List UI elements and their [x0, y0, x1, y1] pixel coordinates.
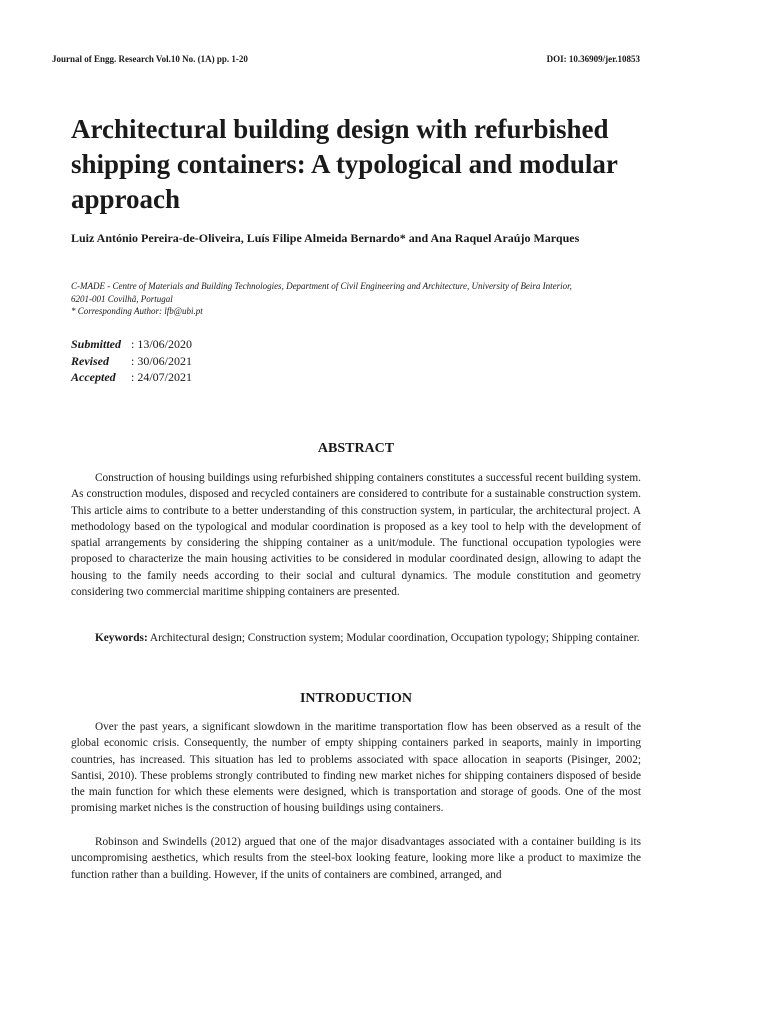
- affiliation-block: [71, 280, 656, 318]
- author-list: Luiz António Pereira-de-Oliveira, Luís Filipe Almeida Bernardo* and Ana Raquel Araújo Marques: [71, 231, 580, 245]
- keywords-text: Architectural design; Construction system; Modular coordination, Occupation typology; Shipping container.: [147, 632, 640, 644]
- date-label: Revised: [71, 353, 109, 368]
- keywords-label: Keywords:: [95, 632, 148, 644]
- affiliation-address: 6201-001 Covilhã, Portugal: [71, 293, 173, 304]
- corresponding-author: * Corresponding Author: lfb@ubi.pt: [71, 306, 203, 316]
- journal-citation: Journal of Engg. Research Vol.10 No. (1A) pp. 1-20: [52, 54, 248, 64]
- abstract-heading: ABSTRACT: [317, 441, 395, 456]
- introduction-paragraph-1: Over the past years, a significant slowdown in the maritime transportation flow has been observed as a result of the global economic crisis. Consequently, the number of empty shipping containers parked in seaports, mainly in importing countries, has increased. This situation has led to problems associated with space allocation in seaports (Pisinger, 2002; Santisi, 2010). These problems strongly contributed to finding new market niches for shipping containers disposed of beside the main function for which these elements were designed, which is transportation and storage of goods. One of the most promising market niches is the construction of housing buildings using containers.: [71, 721, 641, 815]
- date-row-revised: [71, 353, 192, 370]
- affiliation-line: C-MADE - Centre of Materials and Building Technologies, Department of Civil Engineering and Architecture, University of Beira Interior,: [71, 281, 572, 291]
- paper-title: Architectural building design with refurbished shipping containers: A typological and modular approach: [71, 114, 618, 214]
- introduction-heading: INTRODUCTION: [299, 691, 412, 706]
- running-header: [52, 54, 640, 64]
- dates-block: [71, 336, 192, 386]
- date-row-accepted: [71, 369, 192, 386]
- date-value: : 24/07/2021: [131, 370, 193, 384]
- doi: DOI: 10.36909/jer.10853: [546, 54, 640, 64]
- date-row-submitted: [71, 336, 192, 353]
- abstract-text: Construction of housing buildings using refurbished shipping containers constitutes a successful recent building system. As construction modules, disposed and recycled containers are considered to contribute for a sustainable construction system. This article aims to contribute to a better understanding of this construction system, in particular, the architectural project. A methodology based on the typological and modular coordination is proposed as a key tool to help with the development of spatial arrangements by considering the shipping container as a unit/module. The functional occupation typologies were proposed to characterize the main housing activities to be considered in modular coordinated design, allowing to adapt the housing to the family needs according to their social and cultural dynamics. The module constitution and geometry considering two commercial maritime shipping containers are presented.: [71, 472, 641, 599]
- date-label: Accepted: [71, 370, 116, 384]
- date-label: Submitted: [71, 337, 122, 351]
- date-value: : 13/06/2020: [131, 337, 193, 351]
- keywords: [71, 630, 641, 646]
- introduction-paragraph-2: Robinson and Swindells (2012) argued that one of the major disadvantages associated with a container building is its uncompromising aesthetics, which results from the steel-box looking feature, looking more like a product to maximize the function rather than a building. However, if the units of containers are combined, arranged, and: [71, 836, 641, 881]
- date-value: : 30/06/2021: [131, 353, 193, 368]
